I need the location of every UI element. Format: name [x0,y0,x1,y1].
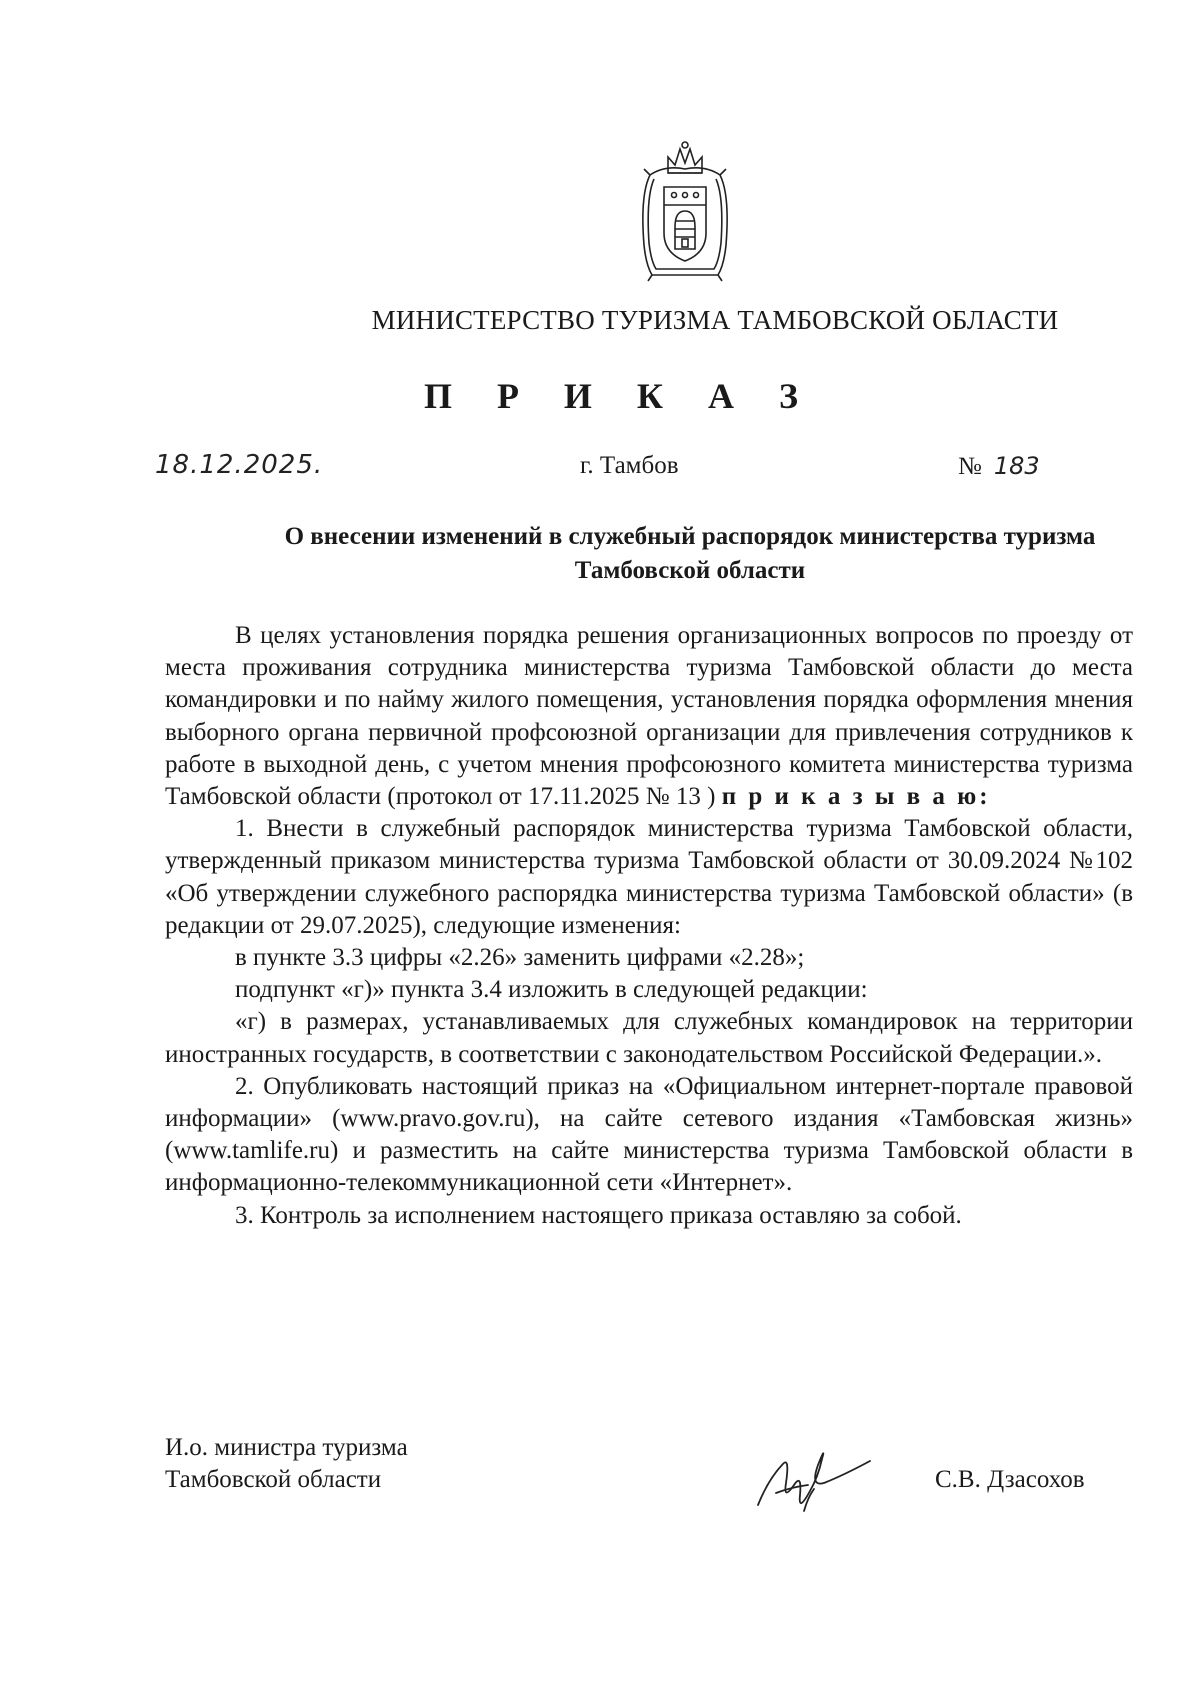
item-1-change-b: подпункт «г)» пункта 3.4 изложить в следующей редакции: [235,976,868,1004]
item-1-new-text: «г) в размерах, устанавливаемых для служебных командировок на территории иностранных государств, в соответствии с законодательством Российской Федерации.». [165,1008,1133,1068]
signer-position-line-1: И.о. министра туризма [165,1434,408,1461]
preamble-paragraph [165,620,1133,813]
handwritten-signature-icon [748,1425,878,1525]
signer-position-line-2: Тамбовской области [165,1466,382,1493]
item-1-change-a: в пункте 3.3 цифры «2.26» заменить цифрами «2.28»; [235,944,805,972]
handwritten-date: 18.12.2025. [155,450,324,480]
signer-name: С.В. Дзасохов [935,1466,1085,1493]
coat-of-arms-icon [630,135,740,285]
number-label: № [958,453,982,480]
signer-position [165,1432,408,1496]
item-2: 2. Опубликовать настоящий приказ на «Официальном интернет-портале правовой информации» (www.pravo.gov.ru), на сайте сетевого издания «Тамбовская жизнь» (www.tamlife.ru) и разместить на сайте министерства туризма Тамбовской области в информационно-телекоммуникационной сети «Интернет». [165,1072,1133,1197]
document-type-title: П Р И К А З [423,376,817,416]
item-1: 1. Внести в служебный распорядок министерства туризма Тамбовской области, утвержденный приказом министерства туризма Тамбовской области от 30.09.2024 №102 «Об утверждении служебного распорядка министерства туризма Тамбовской области» (в редакции от 29.07.2025), следующие изменения: [165,815,1133,939]
order-number [958,452,1040,481]
preamble-text: В целях установления порядка решения организационных вопросов по проезду от места проживания сотрудника министерства туризма Тамбовской области до места командировки и по найму жилого помещения, установления порядка оформления мнения выборного органа первичной профсоюзной организации для привлечения сотрудников к работе в выходной день, с учетом мнения профсоюзного комитета министерства туризма Тамбовской области (протокол от 17.11.2025 № 13 ) [165,622,1133,811]
ministry-name: МИНИСТЕРСТВО ТУРИЗМА ТАМБОВСКОЙ ОБЛАСТИ [371,305,1059,335]
handwritten-number: 183 [993,452,1040,480]
city-label: г. Тамбов [580,452,679,479]
order-subject: О внесении изменений в служебный распорядок министерства туризма Тамбовской области [284,523,1096,584]
order-keyword: п р и к а з ы в а ю: [721,783,991,811]
order-body [165,620,1133,1232]
item-3: 3. Контроль за исполнением настоящего приказа оставляю за собой. [235,1201,962,1229]
